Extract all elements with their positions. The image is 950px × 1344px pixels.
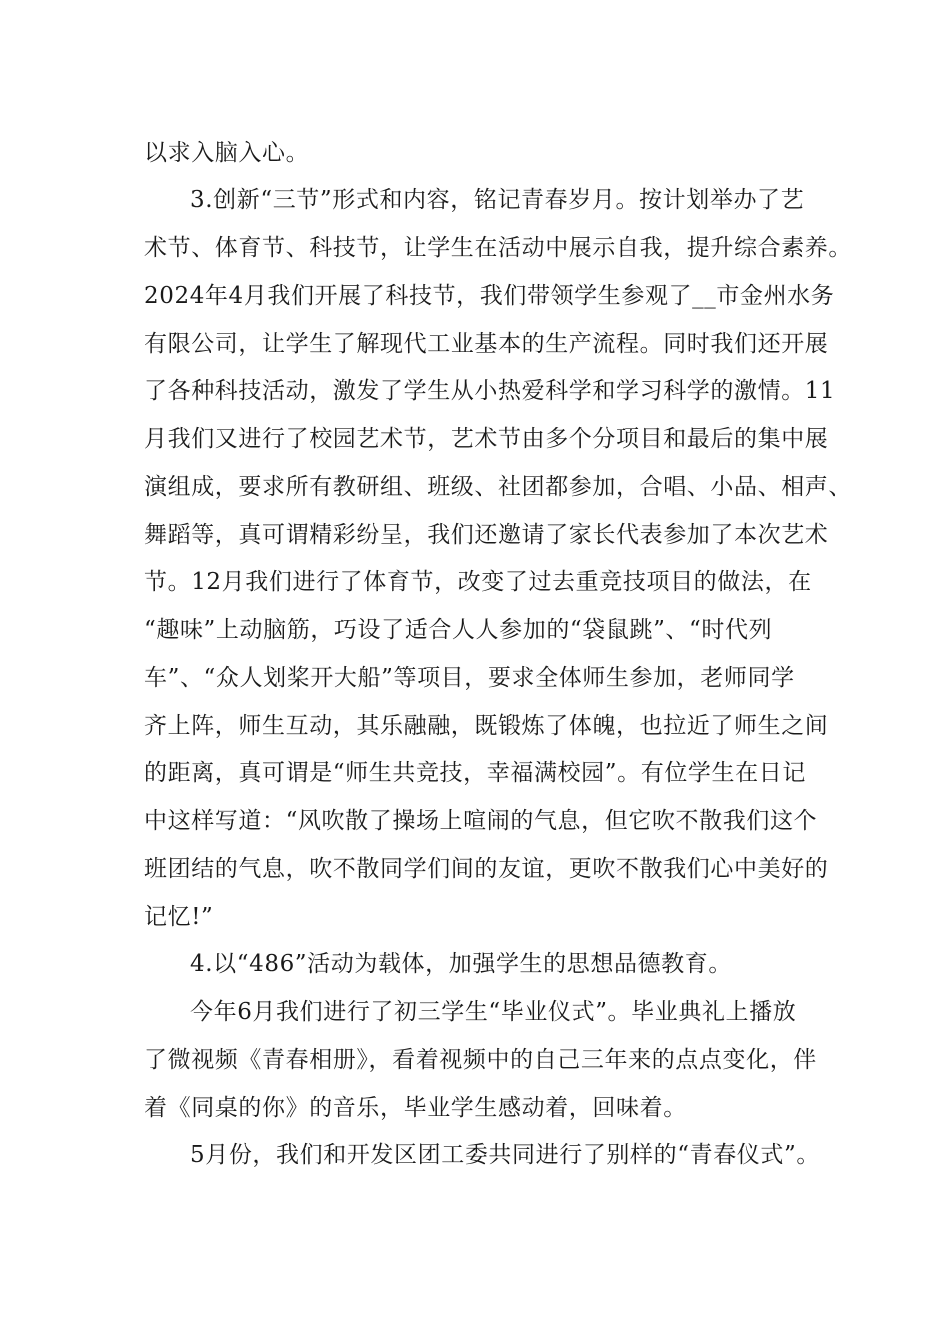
text-line: 中这样写道：“风吹散了操场上喧闹的气息，但它吹不散我们这个: [144, 808, 818, 834]
text-line: 的距离，真可谓是“师生共竞技，幸福满校园”。有位学生在日记: [144, 760, 806, 786]
paragraph-start-line: 3.创新“三节”形式和内容，铭记青春岁月。按计划举办了艺: [190, 187, 805, 213]
text-line: 月我们又进行了校园艺术节，艺术节由多个分项目和最后的集中展: [144, 426, 829, 452]
text-line: 了各种科技活动，激发了学生从小热爱科学和学习科学的激情。11: [144, 378, 836, 404]
text-line: 术节、体育节、科技节，让学生在活动中展示自我，提升综合素养。: [144, 235, 852, 261]
text-line: 舞蹈等，真可谓精彩纷呈，我们还邀请了家长代表参加了本次艺术: [144, 522, 829, 548]
text-line: 以求入脑入心。: [144, 140, 310, 166]
text-line: 有限公司，让学生了解现代工业基本的生产流程。同时我们还开展: [144, 331, 829, 357]
paragraph-start-line: 5月份，我们和开发区团工委共同进行了别样的“青春仪式”。: [190, 1142, 820, 1168]
text-line: 演组成，要求所有教研组、班级、社团都参加，合唱、小品、相声、: [144, 474, 852, 500]
text-line: 班团结的气息，吹不散同学们间的友谊，更吹不散我们心中美好的: [144, 856, 829, 882]
paragraph-start-line: 今年6月我们进行了初三学生“毕业仪式”。毕业典礼上播放: [190, 999, 797, 1025]
text-line: 2024年4月我们开展了科技节，我们带领学生参观了__市金州水务: [144, 283, 835, 309]
text-line: 齐上阵，师生互动，其乐融融，既锻炼了体魄，也拉近了师生之间: [144, 713, 829, 739]
text-line: 记忆!”: [144, 904, 214, 930]
text-line: “趣味”上动脑筋，巧设了适合人人参加的“袋鼠跳”、“时代列: [144, 617, 773, 643]
text-line: 了微视频《青春相册》，看着视频中的自己三年来的点点变化，伴: [144, 1047, 817, 1073]
section-heading-line: 4.以“486”活动为载体，加强学生的思想品德教育。: [190, 951, 732, 977]
text-line: 节。12月我们进行了体育节，改变了过去重竞技项目的做法，在: [144, 569, 812, 595]
text-line: 着《同桌的你》的音乐，毕业学生感动着，回味着。: [144, 1095, 687, 1121]
text-line: 车”、“众人划桨开大船”等项目，要求全体师生参加，老师同学: [144, 665, 795, 691]
